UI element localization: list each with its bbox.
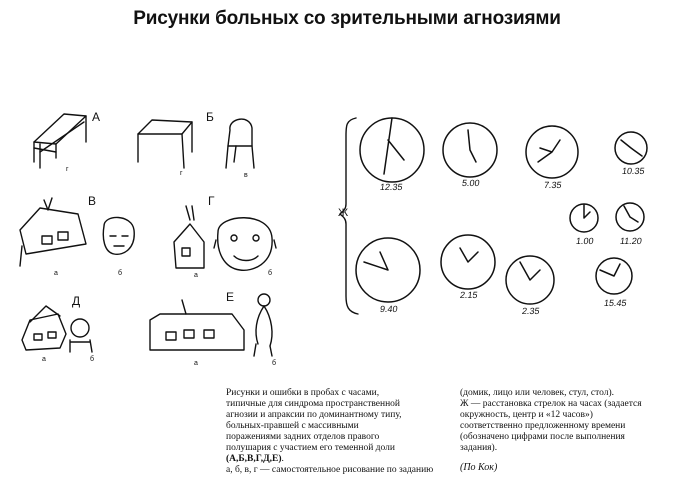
- page-title: Рисунки больных со зрительными агнозиями: [133, 8, 561, 29]
- caption-line: поражениями задних отделов правого: [226, 432, 380, 442]
- caption-bold-letters: (А,Б,В,Г,Д,Е): [226, 454, 282, 464]
- sub-label: г: [66, 166, 69, 173]
- clock-7-35: [526, 126, 578, 178]
- figure-label-b: Б: [206, 110, 214, 124]
- caption-line: [226, 454, 452, 465]
- sub-label: а: [194, 272, 198, 279]
- caption-line: а, б, в, г — самостоятельное рисование по заданию: [226, 465, 434, 475]
- clock-time-label: 5.00: [461, 178, 481, 188]
- clock-time-label: 10.35: [621, 166, 646, 176]
- caption-line: окружность, центр и «12 часов»): [460, 410, 593, 420]
- clock-time-label: 12.35: [379, 182, 404, 192]
- clock-1-00: [570, 204, 598, 232]
- caption-line: больных-правшей с массивными: [226, 421, 359, 431]
- sub-label: а: [54, 270, 58, 277]
- figure-label-g: Г: [208, 194, 215, 208]
- caption-line: задания).: [460, 443, 498, 453]
- caption-period: .: [281, 454, 284, 464]
- caption-line: (обозначено цифрами после выполнения: [460, 432, 625, 442]
- clock-15-45: [596, 258, 632, 294]
- caption-credit: (По Кок): [460, 462, 498, 473]
- sub-label: в: [244, 172, 248, 179]
- figure-label-zh: Ж: [338, 207, 349, 219]
- clock-time-label: 2.35: [521, 306, 541, 316]
- sub-label: б: [90, 356, 95, 363]
- clock-time-label: 9.40: [379, 304, 399, 314]
- figure-label-v: В: [88, 194, 97, 208]
- clock-2-15: [441, 235, 495, 289]
- figure-label-a: А: [92, 110, 101, 124]
- clock-9-40: [356, 238, 420, 302]
- caption-line: соответственно предложенному времени: [460, 421, 626, 431]
- caption-line: (домик, лицо или человек, стул, стол).: [460, 388, 615, 398]
- sub-label: б: [272, 360, 277, 367]
- clock-10-35: [615, 132, 647, 164]
- sub-label: а: [42, 356, 46, 363]
- caption-line: Рисунки и ошибки в пробах с часами,: [226, 388, 380, 398]
- sub-label: б: [268, 270, 273, 277]
- caption-left: [226, 388, 452, 476]
- caption-right: [460, 388, 672, 473]
- clock-5-00: [443, 123, 497, 177]
- clock-11-20: [616, 203, 644, 231]
- caption-line: типичные для синдрома пространственной: [226, 399, 401, 409]
- figure-label-d: Д: [72, 294, 81, 308]
- clock-time-label: 11.20: [619, 236, 643, 246]
- sub-label: а: [194, 360, 198, 367]
- sub-label: г: [180, 170, 183, 177]
- clock-time-label: 7.35: [543, 180, 563, 190]
- caption-line: полушария с участием его теменной доли: [226, 443, 395, 453]
- clock-2-35: [506, 256, 554, 304]
- clock-time-label: 15.45: [603, 298, 628, 308]
- clock-time-label: 1.00: [575, 236, 595, 246]
- caption-line: Ж — расстановка стрелок на часах (задается: [460, 399, 642, 409]
- caption-line: агнозии и апраксии по доминантному типу,: [226, 410, 402, 420]
- clock-time-label: 2.15: [459, 290, 479, 300]
- sub-label: б: [118, 270, 123, 277]
- clock-12-35: [360, 118, 424, 182]
- figure-label-e: Е: [226, 290, 235, 304]
